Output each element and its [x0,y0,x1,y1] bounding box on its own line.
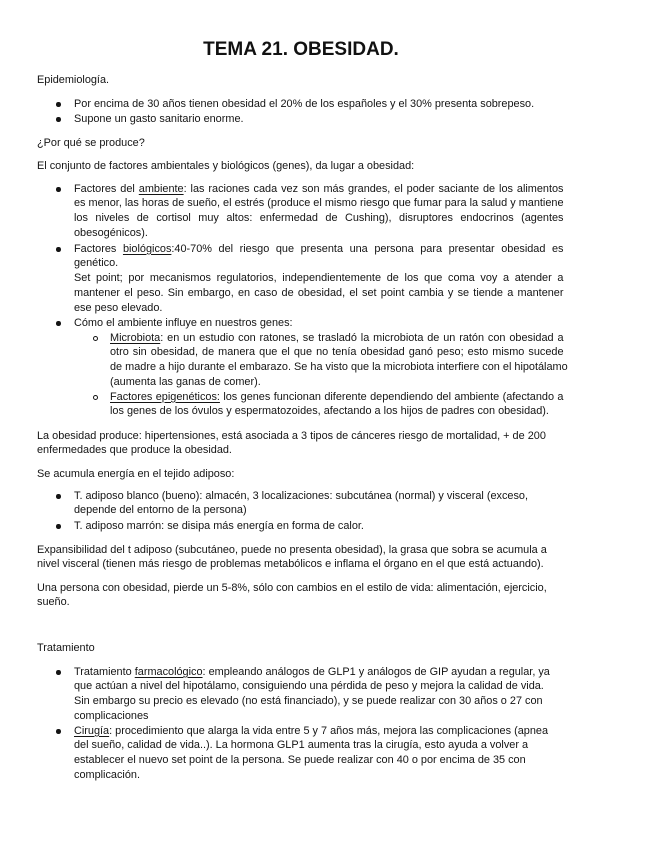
bullet-marker [56,247,61,252]
bullet-line: Set point; por mecanismos regulatorios, independientemente de los que coma voy a atender a [74,272,564,285]
sub-bullet-item-epigeneticos [110,390,564,420]
bullet-item [74,97,564,112]
bullet-line-rest: : procedimiento que alarga la vida entre 5 y 7 años más, mejora las complicaciones (apnea [109,724,548,737]
bullet-lead: Factores [74,242,123,255]
underlined-term: ambiente [138,182,184,195]
bullet-lead: Factores del [74,182,139,195]
bullet-text: Por encima de 30 años tienen obesidad el 20% de los españoles y el 30% presenta sobrepeso. [74,97,535,110]
bullet-item-biologicos [74,242,564,316]
bullet-line: establecer el nuevo set point de la persona. Se puede realizar con 40 o por encima de 35 con [74,754,526,767]
bullet-item [74,112,564,127]
bullet-marker [56,102,61,107]
bullet-text: Supone un gasto sanitario enorme. [74,112,244,125]
bullet-line: es menor, las horas de sueño, el estrés (produce el mismo riesgo que fumar para la salud y mantiene [74,197,564,210]
bullet-line: ese peso elevado. [74,301,163,314]
paragraph-line: Una persona con obesidad, pierde un 5-8%, sólo con cambios en el estilo de vida: alimentación, ejercicio, [37,581,547,594]
sub-bullet-line: los genes de los óvulos y espermatozoides, afectando a los hijos de padres con obesidad). [110,405,549,418]
bullet-item-adiposo-marron [74,519,564,534]
bullet-line: obesogénicos). [74,226,148,239]
sub-bullet-line-rest: los genes funcionan diferente dependiendo del ambiente (afectando a [219,390,564,403]
underlined-term: Cirugía [74,724,110,737]
underlined-term: Factores epigenéticos: [110,390,220,403]
bullet-marker [56,524,61,529]
bullet-item-adiposo-blanco [74,489,564,519]
bullet-line [74,665,564,680]
bullet-marker [56,729,61,734]
bullet-text: T. adiposo marrón: se disipa más energía en forma de calor. [74,519,364,532]
bullet-line: complicaciones [74,709,149,722]
bullet-lead: Tratamiento [74,665,135,678]
bullet-marker [56,494,61,499]
bullet-item-ambiente [74,182,564,241]
paragraph-expansibilidad [37,543,565,573]
sub-bullet-line [110,390,564,405]
sub-bullet-line: otro sin obesidad, de manera que el que no tenía obesidad ganó peso; esto mismo sucede [110,346,564,359]
section-heading-tratamiento: Tratamiento [37,641,95,654]
section-heading-epidemiologia: Epidemiología. [37,73,110,86]
paragraph-line: sueño. [37,596,70,609]
bullet-line: complicación. [74,768,140,781]
paragraph-perdida-peso [37,581,565,611]
paragraph-obesidad-produce [37,429,565,459]
bullet-marker [56,117,61,122]
bullet-text: Cómo el ambiente influye en nuestros genes: [74,316,293,329]
bullet-line [74,724,564,739]
bullet-line: del sueño, calidad de vida..). La hormona GLP1 aumenta tras la cirugía, esto ayuda a volver a [74,739,529,752]
sub-bullet-line: (aumenta las ganas de comer). [110,375,261,388]
bullet-marker [56,187,61,192]
bullet-line: los niveles de cortisol muy altos: enfermedad de Cushing), disruptores endocrinos (agentes [74,212,564,225]
sub-bullet-line: de madre a hijo durante el embarazo. Se ha visto que la microbiota interfiere con el hipotálamo [110,361,568,374]
bullet-line: depende del entorno de la persona) [74,504,247,517]
bullet-marker [56,670,61,675]
bullet-line: genético. [74,257,119,270]
sub-bullet-marker [93,395,98,400]
bullet-line: Sin embargo su precio es elevado (no está financiado), y se puede realizar con 30 años o 27 con [74,695,543,708]
bullet-item-farmacologico [74,665,564,724]
sub-bullet-item-microbiota [110,331,568,390]
bullet-line [74,182,564,197]
sub-bullet-line-rest: : en un estudio con ratones, se trasladó la microbiota de un ratón con obesidad a [160,331,564,344]
section-heading-causas: ¿Por qué se produce? [37,136,145,149]
bullet-line: T. adiposo blanco (bueno): almacén, 3 localizaciones: subcutánea (normal) y visceral (exceso, [74,489,529,502]
paragraph-line: La obesidad produce: hipertensiones, está asociada a 3 tipos de cánceres riesgo de mortalidad, + de 200 [37,429,546,442]
bullet-line-rest: : las raciones cada vez son más grandes, el poder saciante de los alimentos [183,182,564,195]
paragraph-tejido-adiposo: Se acumula energía en el tejido adiposo: [37,467,235,480]
paragraph-line: nivel visceral (tienen más riesgo de problemas metabólicos e inflama el órgano en el que está actuando). [37,558,544,571]
bullet-line-rest: :40-70% del riesgo que presenta una persona para presentar obesidad es [171,242,564,255]
bullet-item-genes [74,316,564,331]
bullet-line-rest: : empleando análogos de GLP1 y análogos de GIP ayudan a regular, ya [202,665,550,678]
page-title: TEMA 21. OBESIDAD. [203,39,399,60]
sub-bullet-line [110,331,564,346]
underlined-term: biológicos [122,242,172,255]
bullet-marker [56,321,61,326]
sub-bullet-marker [93,336,98,341]
bullet-line: mantener el peso. Sin embargo, en caso de obesidad, el set point cambia y se tiende a mantener [74,286,564,299]
bullet-line [74,242,564,257]
underlined-term: Microbiota [110,331,161,344]
bullet-line: que actúan a nivel del hipotálamo, consiguiendo una pérdida de peso y mejora la calidad de vida. [74,680,544,693]
paragraph-line: enfermedades que produce la obesidad. [37,444,232,457]
underlined-term: farmacológico [134,665,203,678]
paragraph-line: Expansibilidad del t adiposo (subcutáneo, puede no presenta obesidad), la grasa que sobra se acumula a [37,543,547,556]
bullet-item-cirugia [74,724,564,783]
paragraph-intro: El conjunto de factores ambientales y biológicos (genes), da lugar a obesidad: [37,159,415,172]
